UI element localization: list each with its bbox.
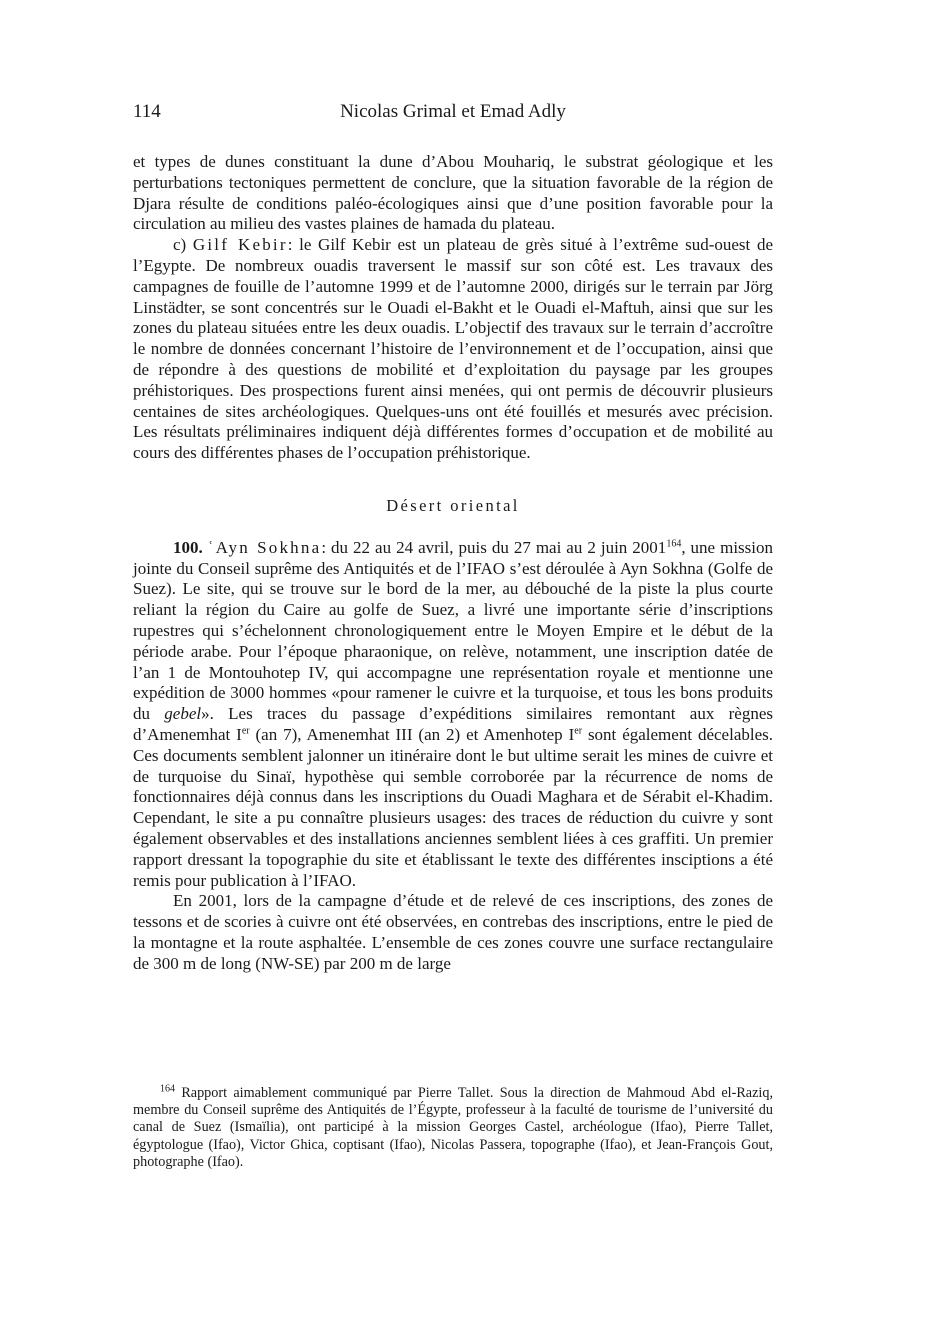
- superscript-er-1: er: [241, 725, 250, 737]
- page-number: 114: [133, 101, 161, 122]
- ayn-sokhna-italic-term: gebel: [164, 704, 202, 724]
- paragraph-dunes-text: et types de dunes constituant la dune d’Abou Mouhariq, le substrat géologique et les perturbations tectoniques permettent de conclure, que la situation favorable de la région de Djara résulte de conditions paléo-écologiques ainsi que d’une position favorable pour la circulation au milieu des vastes plaines de hamada du plateau.: [133, 152, 773, 234]
- body-text: [133, 152, 773, 974]
- footnote-164: [133, 1085, 773, 1171]
- campaign-2001-text: En 2001, lors de la campagne d’étude et de relevé de ces inscriptions, des zones de tessons et de scories à cuivre ont été observées, en contrebas des inscriptions, entre le pied de la montagne et la route asphaltée. L’ensemble de ces zones couvre une surface rectangulaire de 300 m de long (NW-SE) par 200 m de large: [133, 891, 773, 973]
- footnote-reference[interactable]: 164: [666, 538, 682, 550]
- running-title: Nicolas Grimal et Emad Adly: [340, 101, 566, 122]
- ayn-sokhna-lead: : du 22 au 24 avril, puis du 27 mai au 2 juin 2001: [321, 537, 667, 557]
- entry-number: 100.: [173, 537, 203, 557]
- footnote: [133, 1085, 773, 1171]
- running-head: [133, 100, 773, 124]
- gilf-kebir-site-name: Gilf Kebir: [192, 235, 288, 255]
- section-heading-desert-oriental: Désert oriental: [386, 495, 520, 515]
- paragraph-campaign-2001: [133, 891, 773, 974]
- ayn-sokhna-text-a: , une mission jointe du Conseil suprême des Antiquités et de l’IFAO s’est déroulée à Ayn Sokhna (Golfe de Suez). Le site, qui se trouve sur le bord de la mer, au débouché de la piste la plus courte reliant la région du Caire au golfe de Suez, a livré une importante série d’inscriptions rupestres qui s’échelonnent chronologiquement entre le Moyen Empire et le début de la période arabe. Pour l’époque pharaonique, on relève, notamment, une inscription datée de l’an 1 de Montouhotep IV, qui accompagne une représentation royale et mentionne une expédition de 3000 hommes «pour ramener le cuivre et la turquoise, et tous les bons produits du: [133, 537, 774, 724]
- ayn-sokhna-text-b: ». Les traces du passage d’expéditions similaires remontant aux règnes d’Amenemhat I: [133, 704, 773, 744]
- superscript-er-2: er: [574, 725, 583, 737]
- ayn-sokhna-site-name: ʿAyn Sokhna: [207, 537, 322, 557]
- paragraph-dunes: [133, 152, 773, 235]
- gilf-kebir-prefix: c): [173, 235, 193, 255]
- ayn-sokhna-text-c: (an 7), Amenemhat III (an 2) et Amenhotep I: [249, 724, 575, 744]
- ayn-sokhna-text-d: sont également décelables. Ces documents semblent jalonner un itinéraire dont le but ultime serait les mines de cuivre et de turquoise du Sinaï, hypothèse qui semble corroborée par la récurrence de noms de fonctionnaires déjà connus dans les inscriptions du Ouadi Maghara et de Sérabit el-Khadim. Cependant, le site a pu connaître plusieurs usages: des traces de réduction du cuivre y sont également observables et des installations anciennes semblent liées à ces graffiti. Un premier rapport dressant la topographie du site et établissant le texte des différentes insciptions a été remis pour publication à l’IFAO.: [133, 724, 774, 890]
- paragraph-gilf-kebir: [133, 235, 773, 464]
- gilf-kebir-text: : le Gilf Kebir est un plateau de grès situé à l’extrême sud-ouest de l’Egypte. De nombreux ouadis traversent le massif sur son côté est. Les travaux des campagnes de fouille de l’automne 1999 et de l’automne 2000, dirigés sur le terrain par Jörg Linstädter, se sont concentrés sur le Ouadi el-Bakht et le Ouadi el-Maftuh, ainsi que sur les zones du plateau situées entre les deux ouadis. L’objectif des travaux sur le terrain d’accroître le nombre de données concernant l’histoire de l’environnement et de l’occupation, ainsi que de répondre à des questions de mobilité et d’exploitation du paysage par les groupes préhistoriques. Des prospections furent ainsi menées, qui ont permis de découvrir plusieurs centaines de sites archéologiques. Quelques-uns ont été fouillés et mesurés avec précision. Les résultats préliminaires indiquent déjà différentes formes d’occupation et de mobilité au cours des différentes phases de l’occupation préhistorique.: [133, 235, 774, 463]
- paragraph-ayn-sokhna: [133, 538, 773, 892]
- footnote-number: 164: [160, 1083, 175, 1095]
- footnote-text: Rapport aimablement communiqué par Pierre Tallet. Sous la direction de Mahmoud Abd el-Raziq, membre du Conseil suprême des Antiquités de l’Égypte, professeur à la faculté de tourisme de l’université du canal de Suez (Ismaïlia), ont participé à la mission Georges Castel, archéologue (Ifao), Pierre Tallet, égyptologue (Ifao), Victor Ghica, coptisant (Ifao), Nicolas Passera, topographe (Ifao), et Jean-François Gout, photographe (Ifao).: [133, 1085, 773, 1170]
